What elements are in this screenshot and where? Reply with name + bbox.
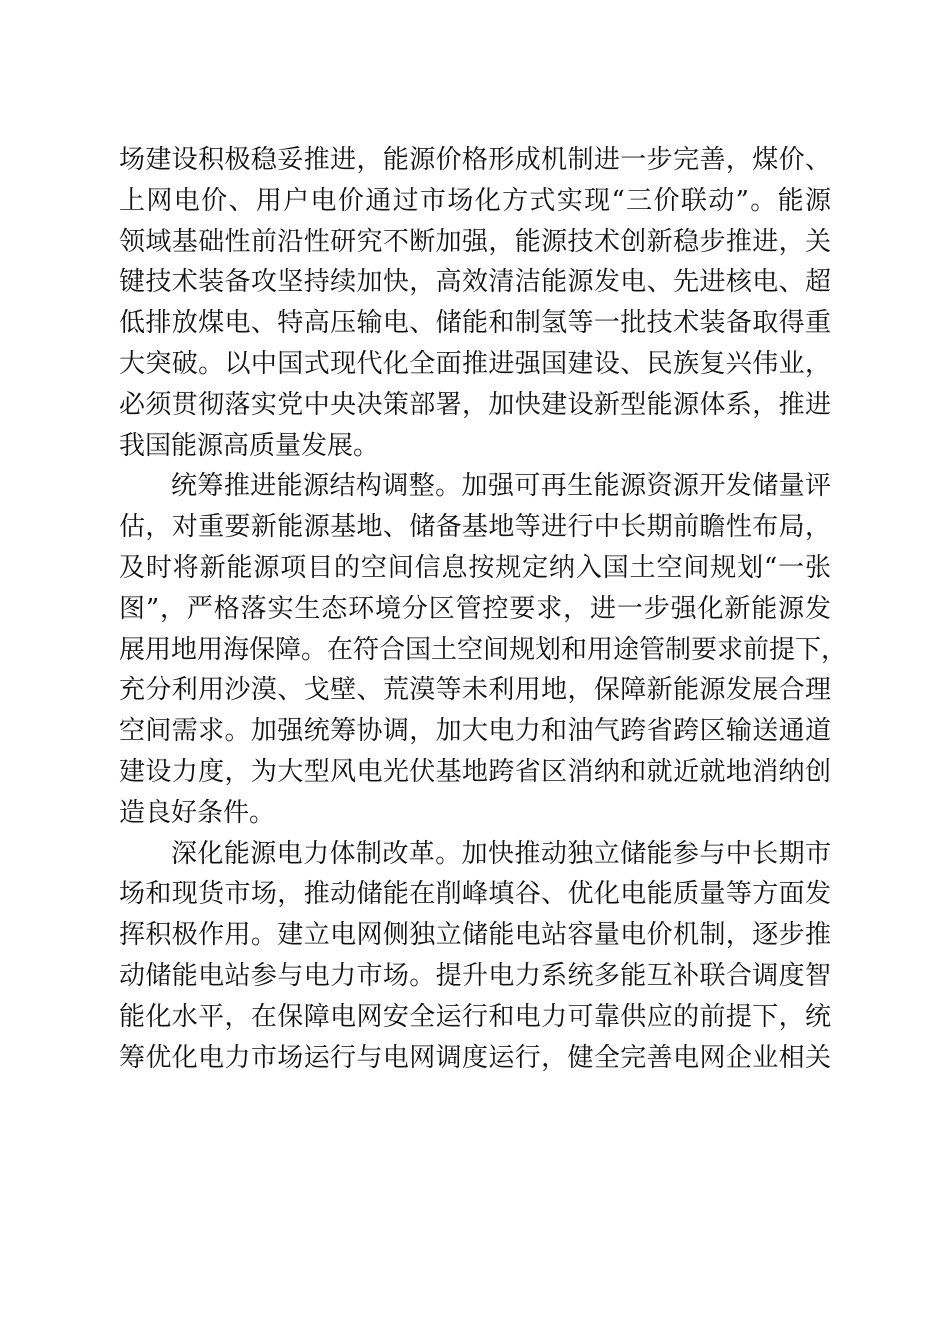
text-line: 必须贯彻落实党中央决策部署，加快建设新型能源体系，推进 (119, 389, 831, 420)
text-line: 上网电价、用户电价通过市场化方式实现“三价联动”。能源 (119, 185, 831, 216)
paragraph-energy-market-progress (119, 140, 831, 466)
text-line: 充分利用沙漠、戈壁、荒漠等未利用地，保障新能源发展合理 (119, 675, 831, 706)
text-line: 领域基础性前沿性研究不断加强，能源技术创新稳步推进，关 (119, 226, 831, 257)
text-line: 展用地用海保障。在符合国土空间规划和用途管制要求前提下， (119, 634, 848, 665)
text-line: 深化能源电力体制改革。加快推动独立储能参与中长期市 (171, 838, 831, 869)
text-line: 低排放煤电、特高压输电、储能和制氢等一批技术装备取得重 (119, 308, 831, 339)
text-line: 建设力度，为大型风电光伏基地跨省区消纳和就近就地消纳创 (119, 756, 831, 787)
text-line: 大突破。以中国式现代化全面推进强国建设、民族复兴伟业， (119, 348, 831, 379)
text-line: 我国能源高质量发展。 (119, 430, 380, 461)
text-line: 筹优化电力市场运行与电网调度运行，健全完善电网企业相关 (119, 1042, 831, 1073)
text-line: 场和现货市场，推动储能在削峰填谷、优化电能质量等方面发 (119, 879, 831, 910)
text-line: 能化水平，在保障电网安全运行和电力可靠供应的前提下，统 (119, 1001, 831, 1032)
text-line: 空间需求。加强统筹协调，加大电力和油气跨省跨区输送通道 (119, 716, 831, 747)
text-line: 及时将新能源项目的空间信息按规定纳入国土空间规划“一张 (119, 552, 831, 583)
paragraph-power-system-reform (119, 834, 831, 1079)
text-line: 键技术装备攻坚持续加快，高效清洁能源发电、先进核电、超 (119, 267, 831, 298)
text-line: 图”，严格落实生态环境分区管控要求，进一步强化新能源发 (119, 593, 831, 624)
text-line: 动储能电站参与电力市场。提升电力系统多能互补联合调度智 (119, 960, 831, 991)
text-line: 统筹推进能源结构调整。加强可再生能源资源开发储量评 (171, 471, 831, 502)
text-line: 场建设积极稳妥推进，能源价格形成机制进一步完善，煤价、 (119, 145, 831, 175)
text-line: 挥积极作用。建立电网侧独立储能电站容量电价机制，逐步推 (119, 920, 831, 951)
text-line: 造良好条件。 (119, 797, 276, 828)
body-text (119, 140, 848, 1078)
text-line: 估，对重要新能源基地、储备基地等进行中长期前瞻性布局， (119, 512, 831, 543)
paragraph-energy-structure-adjustment (119, 466, 848, 833)
